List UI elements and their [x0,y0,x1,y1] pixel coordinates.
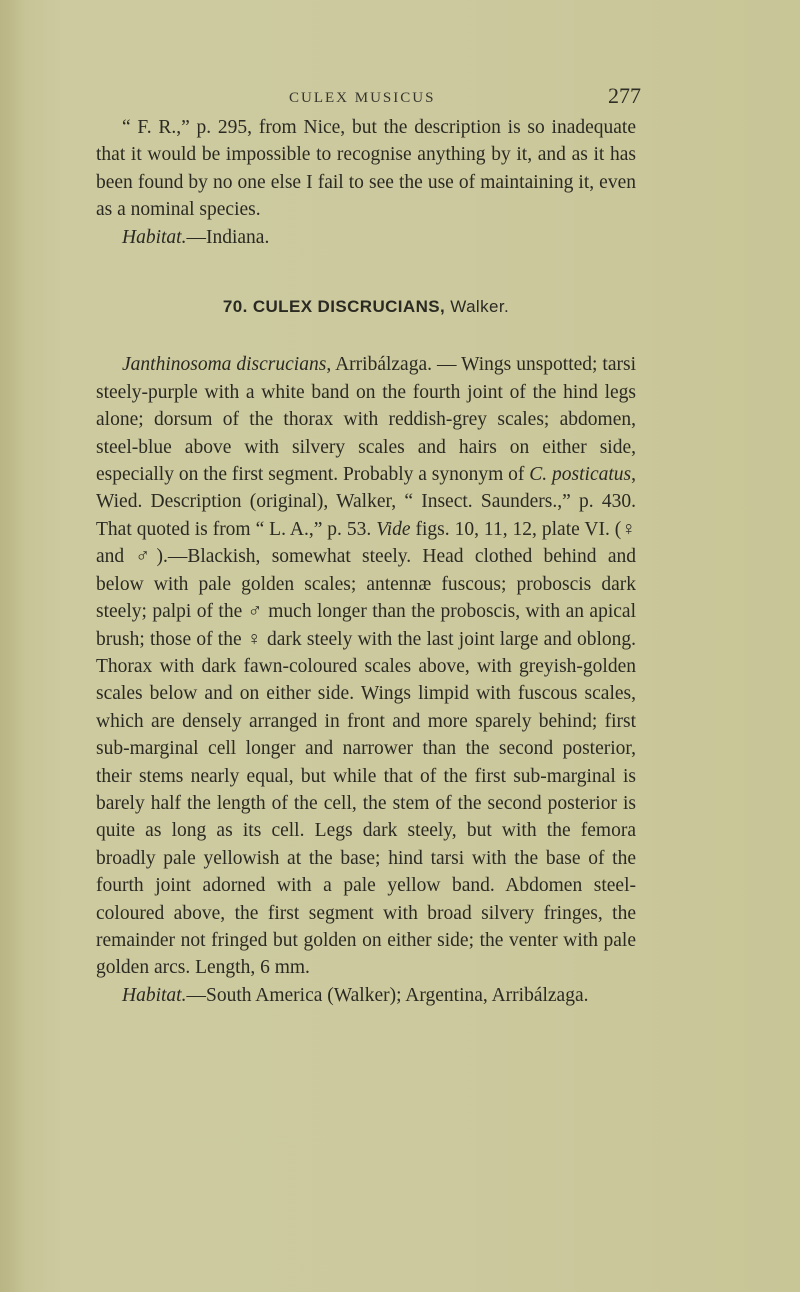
habitat-value: —Indiana. [186,226,270,248]
description-text-1: , Arribálzaga. — Wings unspotted; tarsi steely-purple with a white band on the fourth joint of the hind legs alone; dorsum of the thorax with reddish-grey scales; abdomen, steel-blue above with silvery scales and hairs on either side, especially on the first segment. Probably a synonym of [96,354,636,486]
habitat-label-2: Habitat. [122,984,187,1006]
habitat-label: Habitat. [122,226,187,248]
body-text [96,114,636,1009]
running-title: CULEX MUSICUS [289,90,436,106]
species-author: Walker. [445,297,510,317]
page-number: 277 [608,83,641,108]
habitat-line-2 [96,982,636,1009]
paragraph-intro-text: “ F. R.,” p. 295, from Nice, but the description is so inadequate that it would be impossible to recognise anything by it, and as it has been found by no one else I fail to see the use of maintaining it, even as a nominal species. [96,117,636,221]
description-text-3: figs. 10, 11, 12, plate VI. (♀ and ♂).—Blackish, somewhat steely. Head clothed behind and below with pale golden scales; antennæ fuscous; proboscis dark steely; palpi of the ♂ much longer than the proboscis, with an apical brush; those of the ♀ dark steely with the last joint large and oblong. Thorax with dark fawn-coloured scales above, with greyish-golden scales below and on either side. Wings limpid with fuscous scales, which are densely arranged in front and more sparely behind; first sub-marginal cell longer and narrower than the second posterior, their stems nearly equal, but while that of the first sub-marginal is barely half the length of the cell, the stem of the second posterior is quite as long as its cell. Legs dark steely, but with the femora broadly pale yellowish at the base; hind tarsi with the base of the fourth joint adorned with a pale yellow band. Abdomen steel-coloured above, the first segment with broad silvery fringes, the remainder not fringed but golden on either side; the venter with pale golden arcs. Length, 6 mm. [96,518,636,979]
vide-label: Vide [376,518,411,540]
species-number-name: 70. CULEX DISCRUCIANS, [222,297,446,317]
species-description [96,351,636,981]
synonym-name: Janthinosoma discrucians [122,354,327,376]
species-heading [96,293,636,320]
habitat-line-1 [96,224,636,251]
paragraph-intro [96,114,636,224]
habitat-value-2: —South America (Walker); Argentina, Arribálzaga. [186,984,589,1006]
description-text-2: , Wied. Description (original), Walker, “ Insect. Saunders.,” p. 430. That quoted is from “ L. A.,” p. 53. [96,464,637,540]
page-edge-shadow [0,0,26,1292]
synonym-posticatus: C. posticatus [529,464,632,486]
